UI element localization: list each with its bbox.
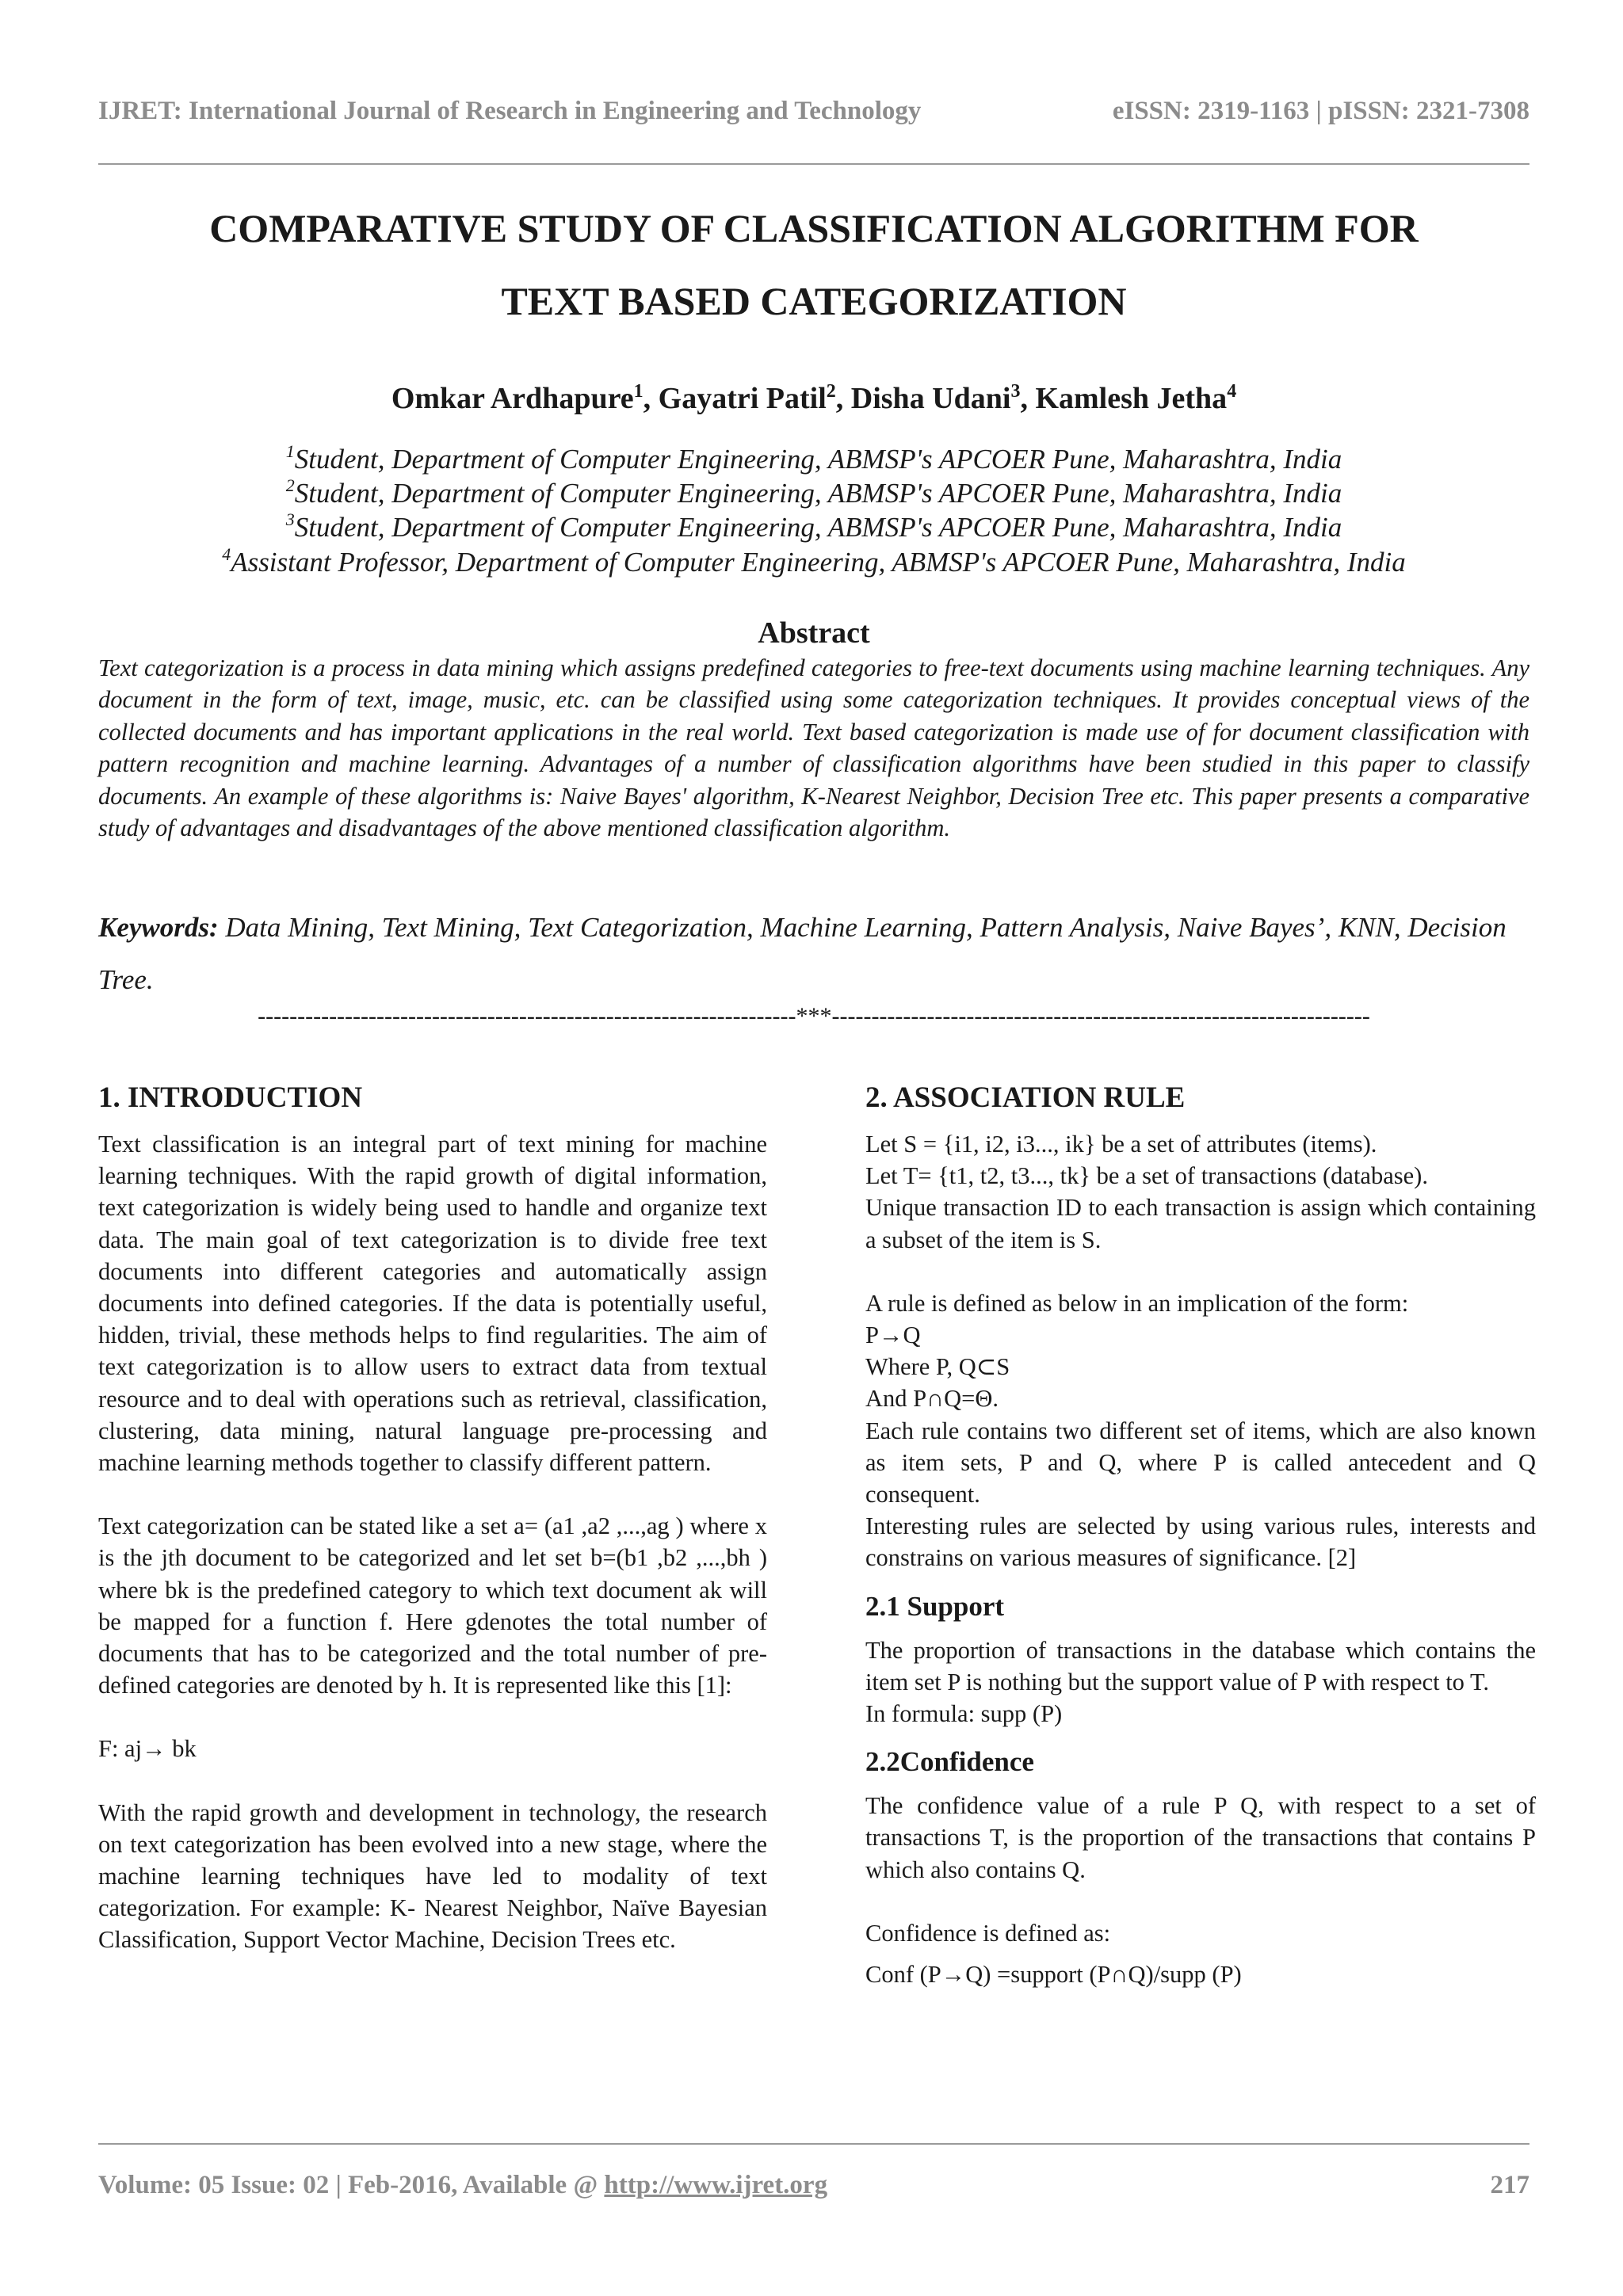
section-heading-introduction: 1. INTRODUCTION: [98, 1081, 363, 1114]
page-number: 217: [1490, 2171, 1529, 2199]
abstract-heading: Abstract: [758, 616, 870, 650]
footer-rule: [98, 2143, 1529, 2145]
affiliation-sup: 2: [285, 475, 295, 495]
header-rule: [98, 163, 1529, 165]
section-heading-association-rule: 2. ASSOCIATION RULE: [865, 1081, 1186, 1114]
affiliation: [98, 510, 1529, 545]
keywords-label: Keywords:: [98, 912, 219, 943]
affiliation: [98, 476, 1529, 511]
author-sup: 2: [826, 381, 836, 402]
text-line: Confidence is defined as:: [865, 1919, 1111, 1947]
running-header-issn: eISSN: 2319-1163 | pISSN: 2321-7308: [1112, 97, 1529, 125]
subsection-heading-confidence: 2.2Confidence: [865, 1746, 1034, 1778]
paragraph: The proportion of transactions in the database which contains the item set P is nothing but the support value of P with respect to T.: [865, 1636, 1536, 1695]
footer-volume-text: Volume: 05 Issue: 02 | Feb-2016, Available @: [98, 2171, 605, 2199]
paper-title-line-1: COMPARATIVE STUDY OF CLASSIFICATION ALGORITHM FOR: [209, 206, 1419, 250]
formula: Conf (P→Q) =support (P∩Q)/supp (P): [865, 1961, 1242, 1989]
keywords: [98, 902, 1529, 1006]
paper-title-line-2: TEXT BASED CATEGORIZATION: [501, 279, 1127, 323]
author-list: Omkar Ardhapure$^1$, Gayatri Patil$^2$, Disha Udani$^3$, Kamlesh Jetha$^4$: [391, 381, 1237, 415]
paragraph: Interesting rules are selected by using various rules, interests and constrains on various measures of significance. [2]: [865, 1512, 1536, 1572]
affiliation-text: Assistant Professor, Department of Computer Engineering, ABMSP's APCOER Pune, Maharashtra, India: [231, 547, 1406, 578]
author-name: Kamlesh Jetha: [1035, 382, 1228, 415]
text-line: Where P, Q⊂S: [865, 1353, 1010, 1381]
paragraph: Text classification is an integral part of text mining for machine learning techniques. With the rapid growth of digital information, text categorization is widely being used to handle and organize text data. The main goal of text categorization is to divide free text documents into different categories and automatically assign documents into defined categories. If the data is potentially useful, hidden, trivial, these methods helps to find regularities. The aim of text categorization is to allow users to extract data from textual resource and to deal with operations such as retrieval, classification, clustering, data mining, natural language pre-processing and machine learning methods together to classify different pattern.: [98, 1131, 767, 1477]
abstract-body: Text categorization is a process in data mining which assigns predefined categories to free-text documents using machine learning techniques. Any document in the form of text, image, music, etc. can be classified using some categorization techniques. It provides conceptual views of the collected documents and has important applications in the real world. Text based categorization is made use of for document classification with pattern recognition and machine learning. Advantages of a number of classification algorithms have been studied in this paper to classify documents. An example of these algorithms is: Naive Bayes' algorithm, K-Nearest Neighbor, Decision Tree etc. This paper presents a comparative study of advantages and disadvantages of the above mentioned classification algorithm.: [98, 654, 1529, 842]
text-line: Let S = {i1, i2, i3..., ik} be a set of attributes (items).: [865, 1131, 1377, 1158]
running-header-journal: IJRET: International Journal of Research in Engineering and Technology: [98, 97, 922, 125]
affiliation: [98, 442, 1529, 477]
formula: In formula: supp (P): [865, 1700, 1063, 1728]
keywords-text: Data Mining, Text Mining, Text Categorization, Machine Learning, Pattern Analysis, Naive Bayes’, KNN, Decision Tree.: [98, 912, 1507, 995]
text-line: Let T= {t1, t2, t3..., tk} be a set of transactions (database).: [865, 1162, 1428, 1190]
section-separator: --------------------------------------------------------------------***--------------------------------------------------------------------: [258, 1005, 1370, 1028]
affiliation-sup: 1: [285, 441, 295, 461]
formula: F: aj→ bk: [98, 1735, 197, 1763]
affiliation-sup: 3: [285, 509, 295, 529]
footer-volume: [98, 2171, 827, 2200]
affiliation: [98, 545, 1529, 580]
author-sup: 1: [633, 381, 643, 402]
paragraph: Each rule contains two different set of items, which are also known as item sets, P and Q, where P is called antecedent and Q consequent.: [865, 1417, 1536, 1508]
text-line: P→Q: [865, 1322, 921, 1349]
paragraph: Text categorization can be stated like a set a= (a1 ,a2 ,...,ag ) where x is the jth document to be categorized and let set b=(b1 ,b2 ,...,bh ) where bk is the predefined category to which text document ak will be mapped for a function f. Here gdenotes the total number of documents that has to be categorized and the total number of pre-defined categories are denoted by h. It is represented like this [1]:: [98, 1512, 767, 1699]
author-name: Disha Udani: [850, 382, 1011, 415]
left-column: [98, 1079, 767, 1956]
author-name: Gayatri Patil: [658, 382, 827, 415]
author-sup: 4: [1227, 381, 1237, 402]
paragraph: Unique transaction ID to each transaction is assign which containing a subset of the item is S.: [865, 1194, 1536, 1253]
author-name: Omkar Ardhapure: [391, 382, 634, 415]
paragraph: The confidence value of a rule P Q, with respect to a set of transactions T, is the proportion of the transactions that contains P which also contains Q.: [865, 1792, 1536, 1883]
right-column: [865, 1079, 1536, 1990]
affiliation-text: Student, Department of Computer Engineering, ABMSP's APCOER Pune, Maharashtra, India: [294, 478, 1342, 509]
text-line: And P∩Q=Θ.: [865, 1385, 999, 1413]
text-line: A rule is defined as below in an implication of the form:: [865, 1289, 1409, 1317]
journal-link[interactable]: http://www.ijret.org: [604, 2171, 828, 2199]
affiliation-text: Student, Department of Computer Engineering, ABMSP's APCOER Pune, Maharashtra, India: [294, 444, 1342, 475]
affiliation-text: Student, Department of Computer Engineering, ABMSP's APCOER Pune, Maharashtra, India: [294, 512, 1342, 543]
author-sup: 3: [1010, 381, 1021, 402]
paragraph: With the rapid growth and development in technology, the research on text categorization has been evolved into a new stage, where the machine learning techniques have led to modality of text categorization. For example: K- Nearest Neighbor, Naïve Bayesian Classification, Support Vector Machine, Decision Trees etc.: [98, 1798, 767, 1954]
subsection-heading-support: 2.1 Support: [865, 1590, 1005, 1622]
affiliation-sup: 4: [222, 544, 231, 564]
